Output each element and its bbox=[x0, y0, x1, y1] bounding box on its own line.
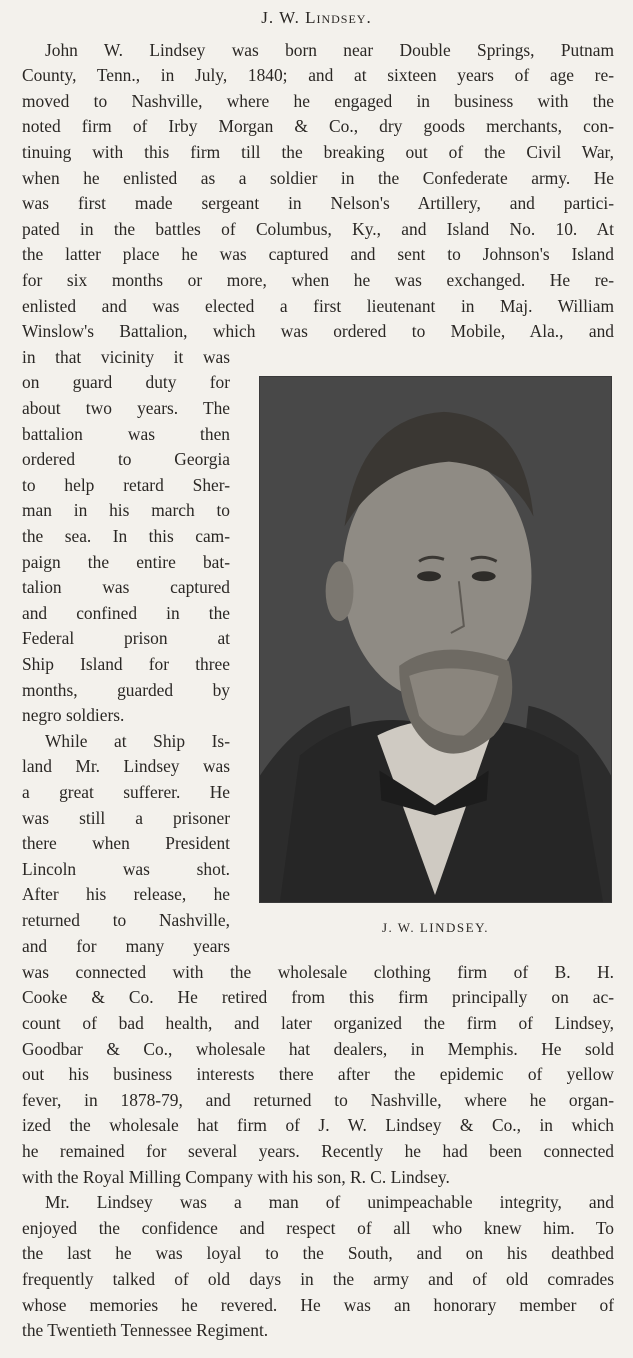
text-line: battalion was then bbox=[22, 424, 230, 444]
text-line: with the Royal Milling Company with his son, R. C. Lindsey. bbox=[22, 1167, 450, 1187]
text-line: on guard duty for bbox=[22, 372, 230, 392]
text-line: there when President bbox=[22, 833, 230, 853]
text-line: tinuing with this firm till the breaking out of the Civil War, bbox=[22, 142, 614, 162]
text-line: After his release, he bbox=[22, 884, 230, 904]
title-surname: Lindsey. bbox=[305, 8, 372, 27]
text-line: count of bad health, and later organized the firm of Lindsey, bbox=[22, 1013, 614, 1033]
text-line: man in his march to bbox=[22, 500, 230, 520]
text-line: negro soldiers. bbox=[22, 705, 125, 725]
portrait-photo bbox=[259, 376, 612, 903]
portrait-illustration bbox=[260, 377, 611, 902]
text-line: the sea. In this cam- bbox=[22, 526, 230, 546]
text-line: land Mr. Lindsey was bbox=[22, 756, 230, 776]
article-title bbox=[0, 8, 633, 28]
text-line: a great sufferer. He bbox=[22, 782, 230, 802]
text-line: Ship Island for three bbox=[22, 654, 230, 674]
text-line: about two years. The bbox=[22, 398, 230, 418]
title-initials: J. W. bbox=[261, 8, 306, 27]
text-line: Lincoln was shot. bbox=[22, 859, 230, 879]
photo-caption: J. W. LINDSEY. bbox=[381, 920, 490, 935]
text-line: paign the entire bat- bbox=[22, 552, 230, 572]
text-line: moved to Nashville, where he engaged in business with the bbox=[22, 91, 614, 111]
text-line: to help retard Sher- bbox=[22, 475, 230, 495]
text-line: and for many years bbox=[22, 936, 230, 956]
text-line: out his business interests there after the epidemic of yellow bbox=[22, 1064, 614, 1084]
text-line: County, Tenn., in July, 1840; and at sixteen years of age re- bbox=[22, 65, 614, 85]
text-line: was connected with the wholesale clothing firm of B. H. bbox=[22, 962, 614, 982]
text-line: Cooke & Co. He retired from this firm principally on ac- bbox=[22, 987, 614, 1007]
text-line: and confined in the bbox=[22, 603, 230, 623]
text-line: frequently talked of old days in the army and of old comrades bbox=[22, 1269, 614, 1289]
text-line: returned to Nashville, bbox=[22, 910, 230, 930]
text-line: ized the wholesale hat firm of J. W. Lindsey & Co., in which bbox=[22, 1115, 614, 1135]
text-line: Mr. Lindsey was a man of unimpeachable integrity, and bbox=[45, 1192, 614, 1212]
text-line: Winslow's Battalion, which was ordered to Mobile, Ala., and bbox=[22, 321, 614, 341]
text-line: months, guarded by bbox=[22, 680, 230, 700]
text-line: John W. Lindsey was born near Double Springs, Putnam bbox=[45, 40, 614, 60]
text-line: pated in the battles of Columbus, Ky., and Island No. 10. At bbox=[22, 219, 614, 239]
text-line: talion was captured bbox=[22, 577, 230, 597]
text-line: ordered to Georgia bbox=[22, 449, 230, 469]
text-line: enlisted and was elected a first lieutenant in Maj. William bbox=[22, 296, 614, 316]
text-line: Goodbar & Co., wholesale hat dealers, in Memphis. He sold bbox=[22, 1039, 614, 1059]
text-line: he remained for several years. Recently he had been connected bbox=[22, 1141, 614, 1161]
text-line: the Twentieth Tennessee Regiment. bbox=[22, 1320, 269, 1340]
text-line: whose memories he revered. He was an honorary member of bbox=[22, 1295, 614, 1315]
text-line: enjoyed the confidence and respect of all who knew him. To bbox=[22, 1218, 614, 1238]
text-line: was first made sergeant in Nelson's Artillery, and partici- bbox=[22, 193, 614, 213]
text-line: was still a prisoner bbox=[22, 808, 230, 828]
text-line: in that vicinity it was bbox=[22, 347, 230, 367]
text-line: fever, in 1878-79, and returned to Nashville, where he organ- bbox=[22, 1090, 614, 1110]
text-line: Federal prison at bbox=[22, 628, 230, 648]
text-line: While at Ship Is- bbox=[45, 731, 230, 751]
text-line: the last he was loyal to the South, and on his deathbed bbox=[22, 1243, 614, 1263]
text-line: noted firm of Irby Morgan & Co., dry goods merchants, con- bbox=[22, 116, 614, 136]
text-line: the latter place he was captured and sent to Johnson's Island bbox=[22, 244, 614, 264]
text-line: when he enlisted as a soldier in the Confederate army. He bbox=[22, 168, 614, 188]
text-line: for six months or more, when he was exchanged. He re- bbox=[22, 270, 614, 290]
